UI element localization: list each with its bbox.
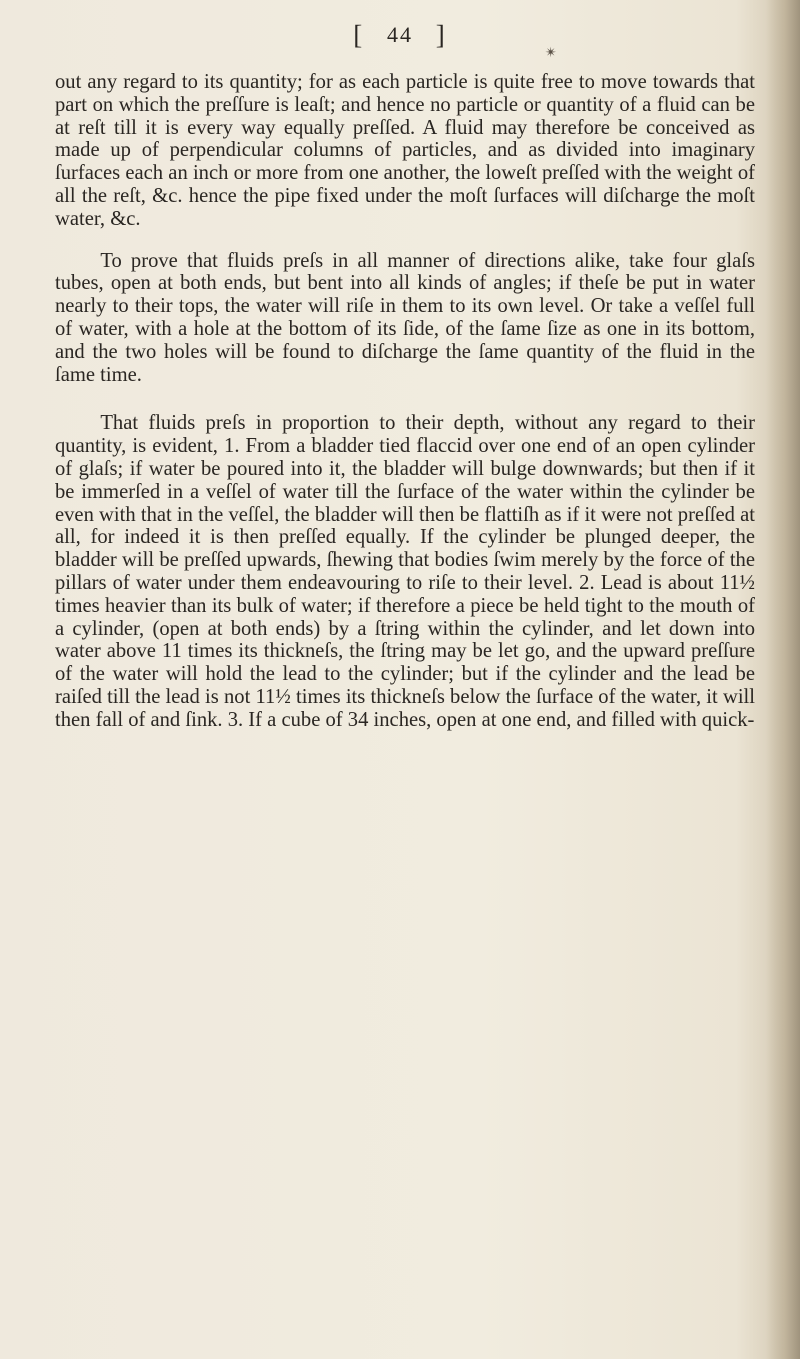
header-bracket-left: [: [353, 20, 365, 50]
header-bracket-right: ]: [435, 20, 447, 50]
page-gutter-shadow: [766, 0, 800, 1359]
paragraph-1: out any regard to its quantity; for as each particle is quite free to move towards that part on which the preſſure is leaſt; and hence no particle or quantity of a fluid can be at reſt till it is every way equally preſſed. A fluid may therefore be conceived as made up of perpendicular columns of particles, and as divided into imaginary ſurfaces each an inch or more from one another, the loweſt preſſed with the weight of all the reſt, &c. hence the pipe fixed under the moſt ſurfaces will diſcharge the moſt water, &c.: [55, 71, 755, 230]
printer-mark-icon: ✴: [545, 46, 557, 61]
paragraph-2: To prove that fluids preſs in all manner of directions alike, take four glaſs tubes, open at both ends, but bent into all kinds of angles; if theſe be put in water nearly to their tops, the water will riſe in them to its own level. Or take a veſſel full of water, with a hole at the bottom of its ſide, of the ſame ſize as one in its bottom, and the two holes will be found to diſcharge the ſame quantity of the fluid in the ſame time.: [55, 249, 755, 386]
paragraph-3: That fluids preſs in proportion to their depth, without any regard to their quantity, is evident, 1. From a bladder tied flaccid over one end of an open cylinder of glaſs; if water be poured into it, the bladder will bulge downwards; but then if it be immerſed in a veſſel of water till the ſurface of the water within the cylinder be even with that in the veſſel, the bladder will then be flattiſh as if it were not preſſed at all, for indeed it is then preſſed equally. If the cylinder be plunged deeper, the bladder will be preſſed upwards, ſhewing that bodies ſwim merely by the force of the pillars of water under them endeavouring to riſe to their level. 2. Lead is about 11½ times heavier than its bulk of water; if therefore a piece be held tight to the mouth of a cylinder, (open at both ends) by a ſtring within the cylinder, and let down into water above 11 times its thickneſs, the ſtring may be let go, and the upward preſſure of the water will hold the lead to the cylinder; but if the cylinder and the lead be raiſed till the lead is not 11½ times its thickneſs below the ſurface of the water, it will then fall of and ſink. 3. If a cube of 34 inches, open at one end, and filled with quick-: [55, 412, 755, 731]
page-number: 44: [387, 22, 413, 47]
page-header: [0, 20, 800, 51]
body-text: [55, 71, 755, 732]
